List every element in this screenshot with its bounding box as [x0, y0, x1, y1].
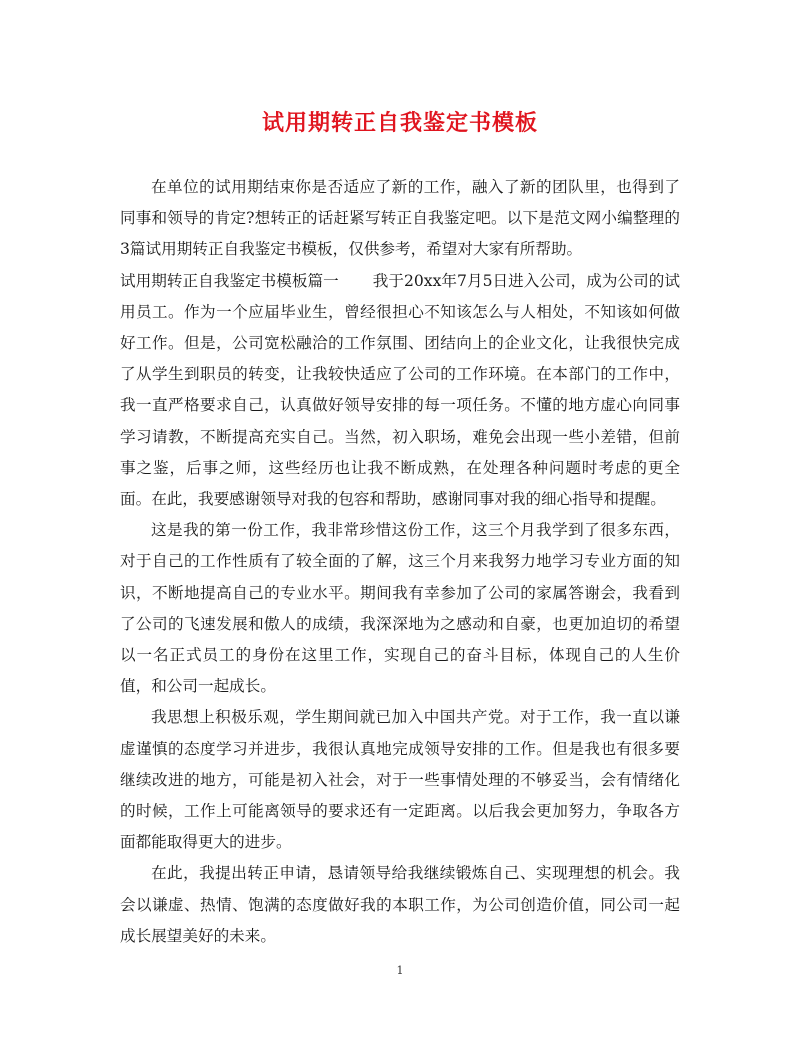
page-number: 1 [396, 964, 404, 977]
section-one-paragraph [120, 266, 680, 516]
paragraph-four: 在此，我提出转正申请，恳请领导给我继续锻炼自己、实现理想的机会。我会以谦虚、热情、饱满的态度做好我的本职工作，为公司创造价值，同公司一起成长展望美好的未来。 [120, 864, 680, 945]
document-title: 试用期转正自我鉴定书模板 [261, 110, 538, 136]
paragraph-two: 这是我的第一份工作，我非常珍惜这份工作，这三个月我学到了很多东西，对于自己的工作性质有了较全面的了解，这三个月来我努力地学习专业方面的知识，不断地提高自己的专业水平。期间我有幸参加了公司的家属答谢会，我看到了公司的飞速发展和傲人的成绩，我深深地为之感动和自豪，也更加迫切的希望以一名正式员工的身份在这里工作，实现自己的奋斗目标，体现自己的人生价值，和公司一起成长。 [120, 521, 680, 696]
paragraph-three: 我思想上积极乐观，学生期间就已加入中国共产党。对于工作，我一直以谦虚谨慎的态度学习并进步，我很认真地完成领导安排的工作。但是我也有很多要继续改进的地方，可能是初入社会，对于一些事情处理的不够妥当，会有情绪化的时候，工作上可能离领导的要求还有一定距离。以后我会更加努力，争取各方面都能取得更大的进步。 [120, 708, 680, 852]
intro-paragraph: 在单位的试用期结束你是否适应了新的工作，融入了新的团队里，也得到了同事和领导的肯定?想转正的话赶紧写转正自我鉴定吧。以下是范文网小编整理的3篇试用期转正自我鉴定书模板，仅供参考，希望对大家有所帮助。 [120, 178, 680, 259]
document-body [120, 172, 680, 952]
section-label: 试用期转正自我鉴定书模板篇一 [120, 271, 339, 290]
section-one-text: 我于20xx年7月5日进入公司，成为公司的试用员工。作为一个应届毕业生，曾经很担心不知该怎么与人相处，不知该如何做好工作。但是，公司宽松融洽的工作氛围、团结向上的企业文化，让我很快完成了从学生到职员的转变，让我较快适应了公司的工作环境。在本部门的工作中，我一直严格要求自己，认真做好领导安排的每一项任务。不懂的地方虚心向同事学习请教，不断提高充实自己。当然，初入职场，难免会出现一些小差错，但前事之鉴，后事之师，这些经历也让我不断成熟，在处理各种问题时考虑的更全面。在此，我要感谢领导对我的包容和帮助，感谢同事对我的细心指导和提醒。 [120, 271, 680, 509]
